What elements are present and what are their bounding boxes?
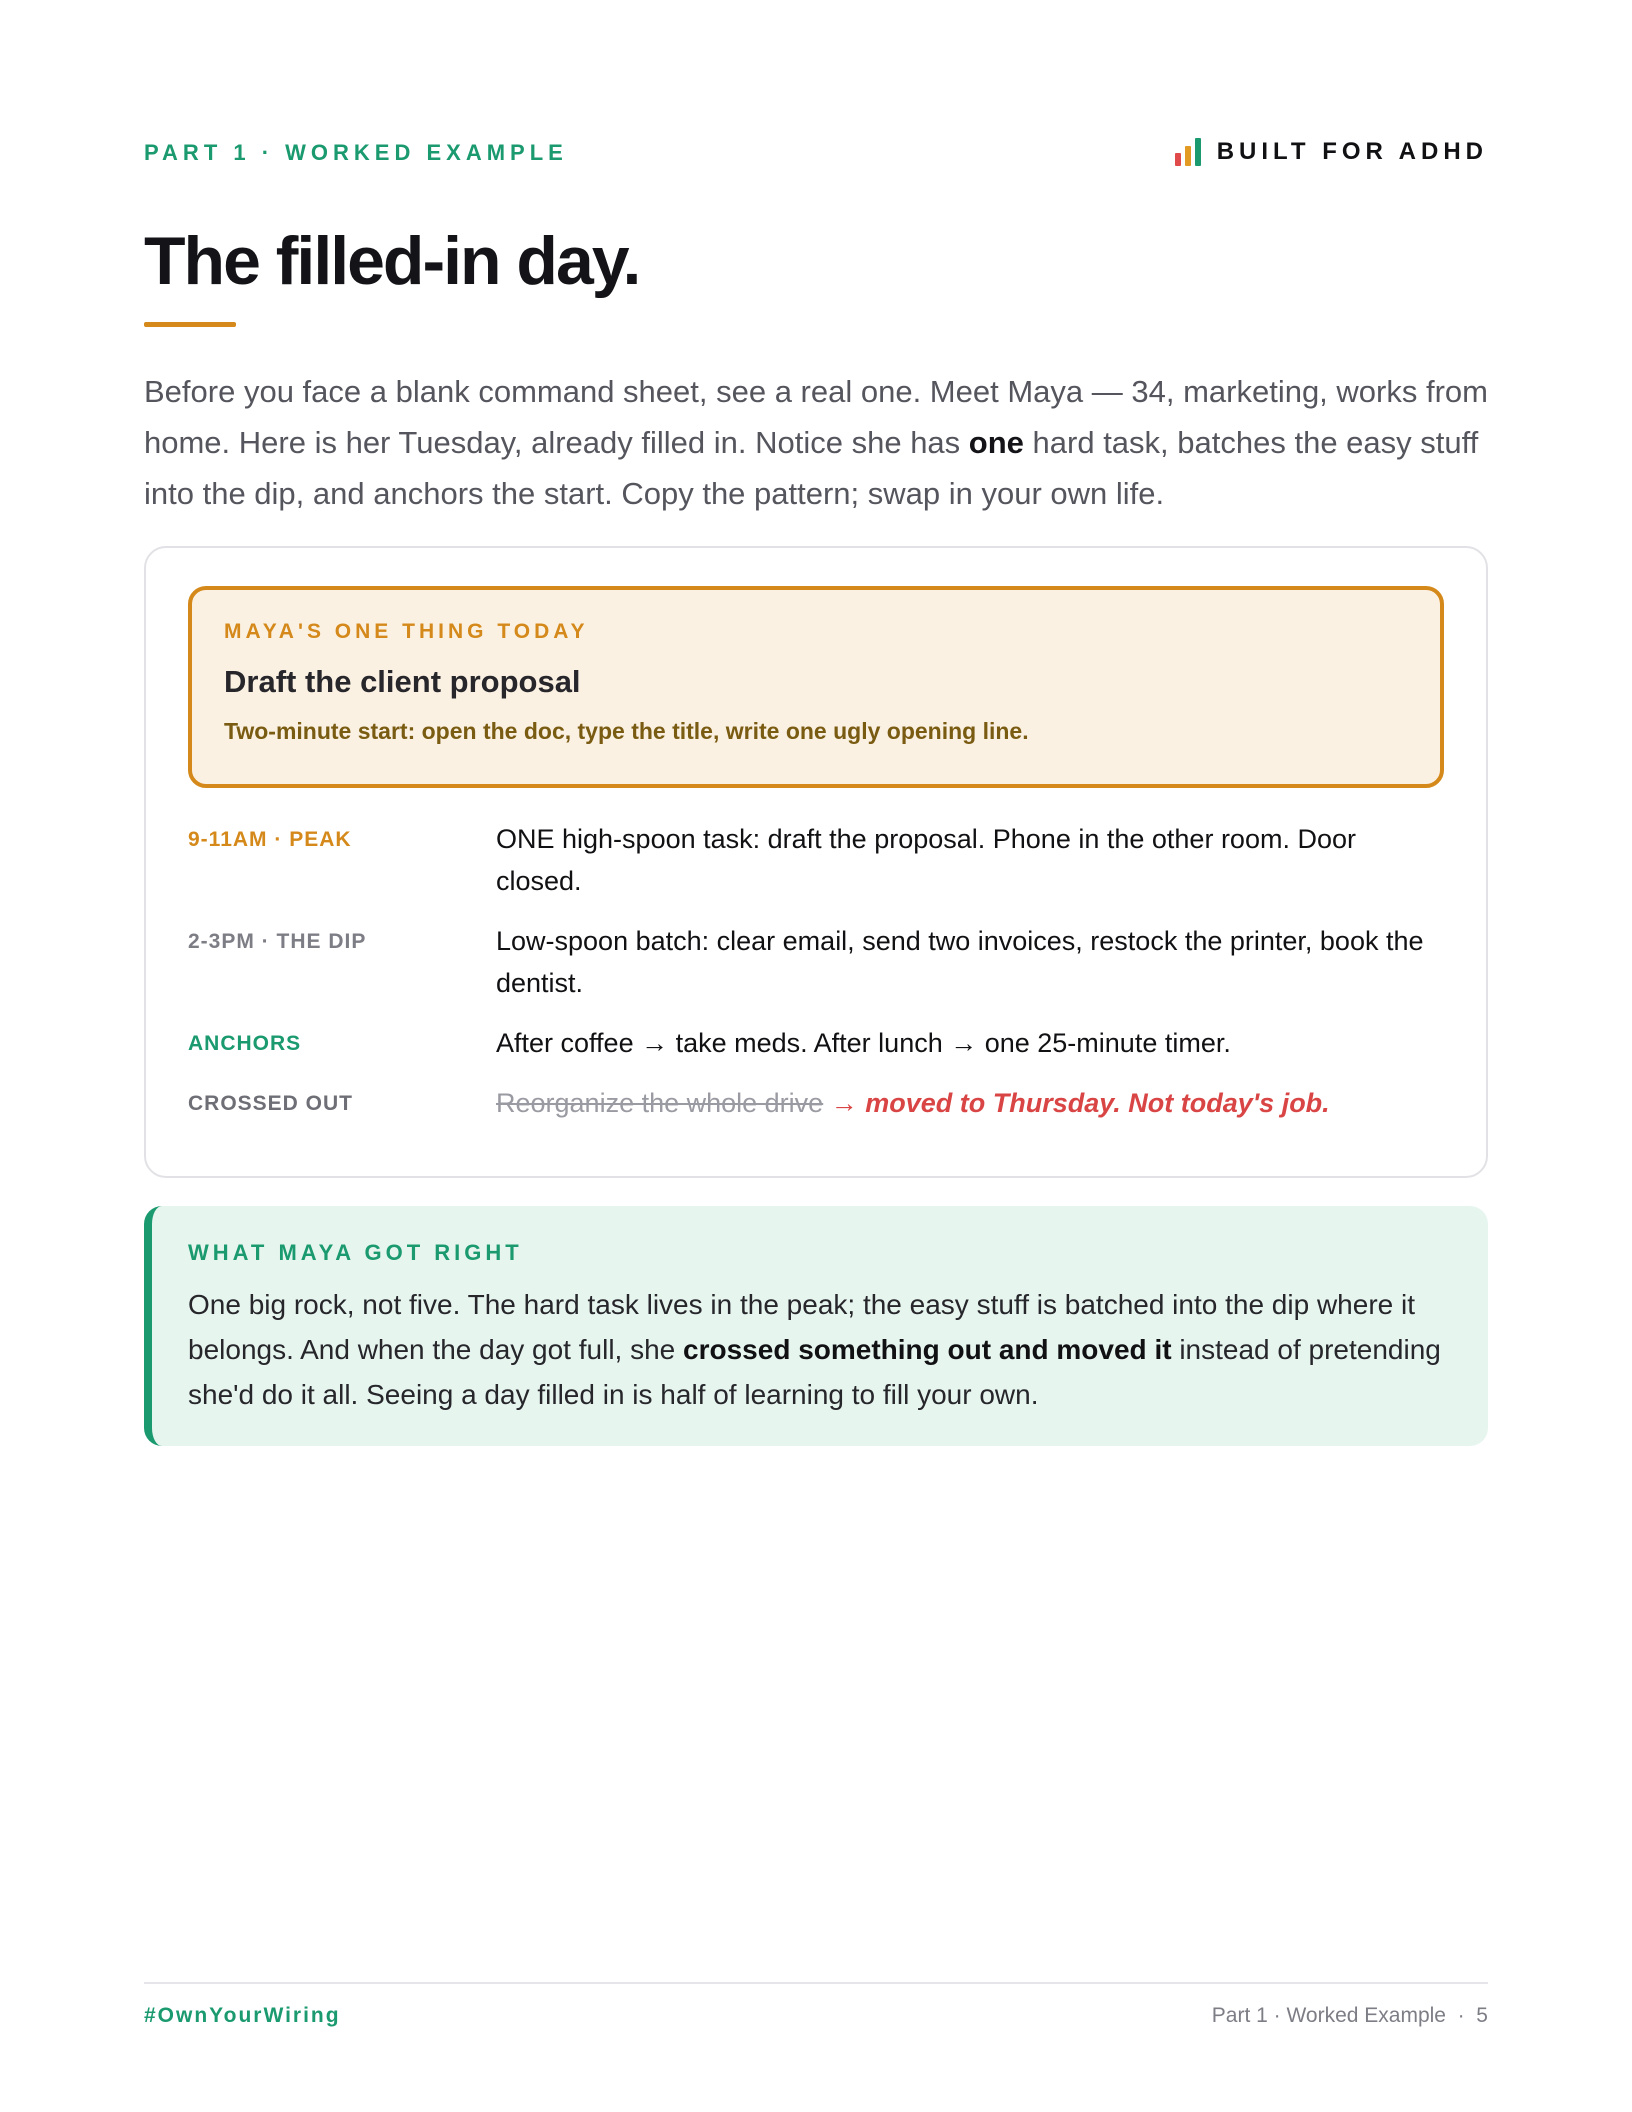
schedule-row-anchors xyxy=(188,1022,1444,1064)
insight-emphasis: crossed something out and moved it xyxy=(683,1334,1172,1365)
schedule-label: ANCHORS xyxy=(188,1032,302,1055)
schedule-row-dip xyxy=(188,920,1444,1004)
schedule-row-peak xyxy=(188,818,1444,902)
schedule-text xyxy=(496,1082,1444,1124)
footer-hashtag: #OwnYourWiring xyxy=(144,2004,341,2027)
schedule-text: After coffee → take meds. After lunch → one 25-minute timer. xyxy=(496,1028,1231,1058)
brand-text: BUILT FOR ADHD xyxy=(1216,138,1488,165)
moved-note: moved to Thursday. Not today's job. xyxy=(865,1088,1330,1118)
title-underline xyxy=(144,322,236,327)
intro-text-start: Before you face a blank command sheet, see a real one. Meet Maya — 34, marketing, works from home. Here is her Tuesday, already filled in. Notice she has xyxy=(144,374,1488,460)
insight-box xyxy=(144,1206,1488,1446)
struck-task: Reorganize the whole drive xyxy=(496,1088,824,1118)
schedule-label: 2-3PM · THE DIP xyxy=(188,930,367,953)
brand xyxy=(1175,138,1488,166)
bar-chart-icon xyxy=(1175,138,1201,166)
schedule-label: 9-11AM · PEAK xyxy=(188,828,352,851)
schedule-row-crossed-out xyxy=(188,1082,1444,1124)
page-header xyxy=(144,138,1488,168)
page xyxy=(144,0,1488,2112)
insight-label: WHAT MAYA GOT RIGHT xyxy=(188,1240,523,1265)
intro-text-end: hard task, batches the easy stuff into the dip, and anchors the start. Copy the pattern; swap in your own life. xyxy=(144,425,1479,511)
footer-page-info: Part 1 · Worked Example · 5 xyxy=(1211,2004,1488,2027)
insight-text-end: instead of pretending she'd do it all. Seeing a day filled in is half of learning to fill your own. xyxy=(188,1334,1441,1410)
example-day-card xyxy=(144,546,1488,1178)
schedule-list xyxy=(188,818,1444,1142)
schedule-label: CROSSED OUT xyxy=(188,1092,354,1115)
footer-divider xyxy=(144,1982,1488,1984)
one-thing-subtitle: Two-minute start: open the doc, type the title, write one ugly opening line. xyxy=(224,718,1029,744)
move-arrow: → xyxy=(823,1088,866,1118)
intro-emphasis: one xyxy=(968,425,1024,460)
page-title: The filled-in day. xyxy=(144,223,640,299)
insight-text-start: One big rock, not five. The hard task lives in the peak; the easy stuff is batched into the dip where it belongs. And when the day got full, she xyxy=(188,1289,1415,1365)
one-thing-callout xyxy=(188,586,1444,788)
section-kicker: PART 1 · WORKED EXAMPLE xyxy=(144,140,568,165)
schedule-text: Low-spoon batch: clear email, send two invoices, restock the printer, book the dentist. xyxy=(496,926,1424,998)
one-thing-label: MAYA'S ONE THING TODAY xyxy=(224,620,589,643)
intro-paragraph xyxy=(144,366,1488,519)
schedule-text: ONE high-spoon task: draft the proposal. Phone in the other room. Door closed. xyxy=(496,824,1356,896)
one-thing-title: Draft the client proposal xyxy=(224,664,581,699)
insight-text xyxy=(188,1282,1446,1417)
